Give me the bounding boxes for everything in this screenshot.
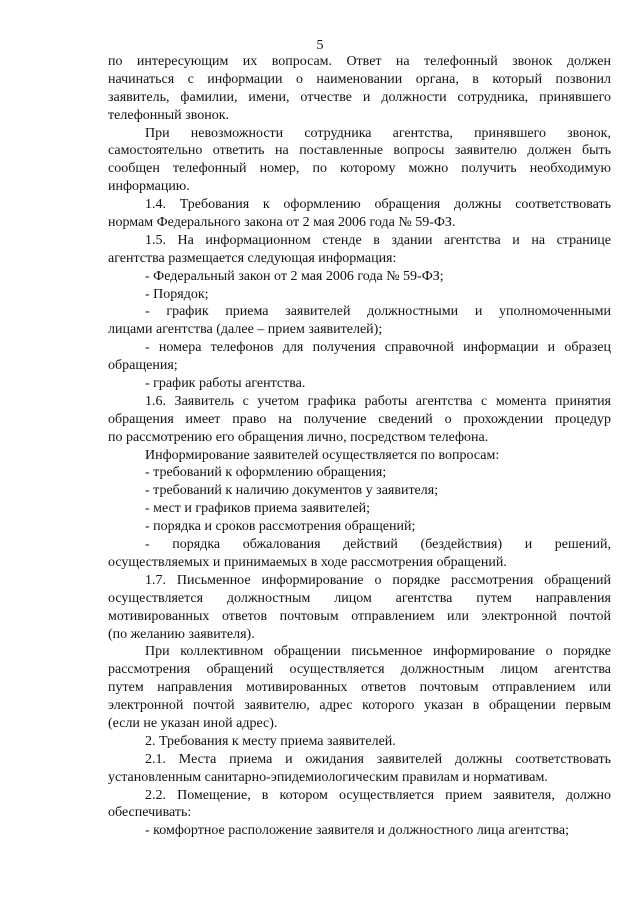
text-line: сообщен телефонный номер, по которому можно получить необходимую [108, 161, 611, 177]
text-line: - требований к наличию документов у заявителя; [145, 483, 439, 499]
paragraph [108, 447, 611, 465]
paragraph [108, 303, 611, 339]
paragraph [108, 572, 611, 644]
text-line: - порядка и сроков рассмотрения обращений; [145, 519, 416, 535]
paragraph [108, 822, 611, 840]
paragraph [108, 286, 611, 304]
text-line: установленным санитарно-эпидемиологическим правилам и нормативам. [108, 769, 548, 785]
paragraph [108, 53, 611, 125]
text-line: - Федеральный закон от 2 мая 2006 года № 59-ФЗ; [145, 268, 444, 284]
text-line: электронной почтой заявителю, адрес которого указан в обращении первым [108, 698, 611, 714]
text-line: обеспечивать: [108, 805, 192, 821]
text-line: обращения имеет право на получение сведений о прохождении процедур [108, 411, 611, 427]
paragraph [108, 787, 611, 823]
text-line: путем направления мотивированных ответов почтовым отправлением или [108, 680, 611, 696]
text-line: осуществляемых и принимаемых в ходе рассмотрения обращений. [108, 554, 507, 570]
text-line: - комфортное расположение заявителя и должностного лица агентства; [145, 823, 570, 839]
paragraph [108, 500, 611, 518]
paragraph [108, 733, 611, 751]
text-line: осуществляется должностным лицом агентства путем направления [108, 590, 611, 606]
paragraph [108, 464, 611, 482]
text-line: самостоятельно ответить на поставленные вопросы заявителю должен быть [108, 143, 611, 159]
text-line: 2.2. Помещение, в котором осуществляется прием заявителя, должно [145, 787, 611, 803]
paragraph [108, 518, 611, 536]
paragraph [108, 375, 611, 393]
page-number: 5 [316, 38, 324, 53]
text-line: - мест и графиков приема заявителей; [145, 501, 371, 517]
text-line: агентства размещается следующая информация: [108, 250, 397, 266]
text-line: нормам Федерального закона от 2 мая 2006 года № 59-ФЗ. [108, 215, 456, 231]
paragraph [108, 125, 611, 197]
text-line: - номера телефонов для получения справочной информации и образец [145, 340, 611, 356]
text-line: - график работы агентства. [145, 376, 306, 392]
text-line: 1.4. Требования к оформлению обращения должны соответствовать [145, 197, 611, 213]
text-line: При невозможности сотрудника агентства, принявшего звонок, [145, 125, 611, 141]
paragraph [108, 393, 611, 447]
paragraph [108, 643, 611, 732]
paragraph [108, 196, 611, 232]
paragraph [108, 339, 611, 375]
text-line: по рассмотрению его обращения лично, посредством телефона. [108, 429, 489, 445]
text-line: обращения; [108, 358, 178, 374]
text-line: по интересующим их вопросам. Ответ на телефонный звонок должен [108, 54, 611, 69]
text-line: - требований к оформлению обращения; [145, 465, 387, 481]
text-line: - Порядок; [145, 286, 209, 302]
text-line: начинаться с информации о наименовании органа, в который позвонил [108, 71, 611, 87]
text-line: 2.1. Места приема и ожидания заявителей должны соответствовать [145, 751, 611, 767]
text-line: заявитель, фамилии, имени, отчестве и должности сотрудника, принявшего [108, 89, 611, 105]
paragraph [108, 536, 611, 572]
text-line: рассмотрения обращений осуществляется должностным лицом агентства [108, 662, 611, 678]
text-line: При коллективном обращении письменное информирование о порядке [145, 644, 611, 660]
text-line: 1.6. Заявитель с учетом графика работы агентства с момента принятия [145, 393, 611, 409]
text-line: - порядка обжалования действий (бездействия) и решений, [145, 537, 611, 553]
text-line: - график приема заявителей должностными и уполномоченными [145, 304, 611, 320]
text-line: информацию. [108, 179, 190, 195]
text-line: 1.7. Письменное информирование о порядке рассмотрения обращений [145, 572, 611, 588]
text-line: (если не указан иной адрес). [108, 715, 278, 731]
paragraph [108, 268, 611, 286]
text-line: 1.5. На информационном стенде в здании агентства и на странице [145, 232, 611, 248]
text-line: Информирование заявителей осуществляется по вопросам: [145, 447, 500, 463]
text-line: лицами агентства (далее – прием заявителей); [108, 322, 383, 338]
paragraph [108, 232, 611, 268]
text-line: телефонный звонок. [108, 107, 229, 123]
paragraph [108, 751, 611, 787]
document-body [108, 53, 611, 840]
paragraph [108, 482, 611, 500]
text-line: (по желанию заявителя). [108, 626, 255, 642]
text-line: 2. Требования к месту приема заявителей. [145, 733, 396, 749]
text-line: мотивированных ответов почтовым отправлением или электронной почтой [108, 608, 611, 624]
